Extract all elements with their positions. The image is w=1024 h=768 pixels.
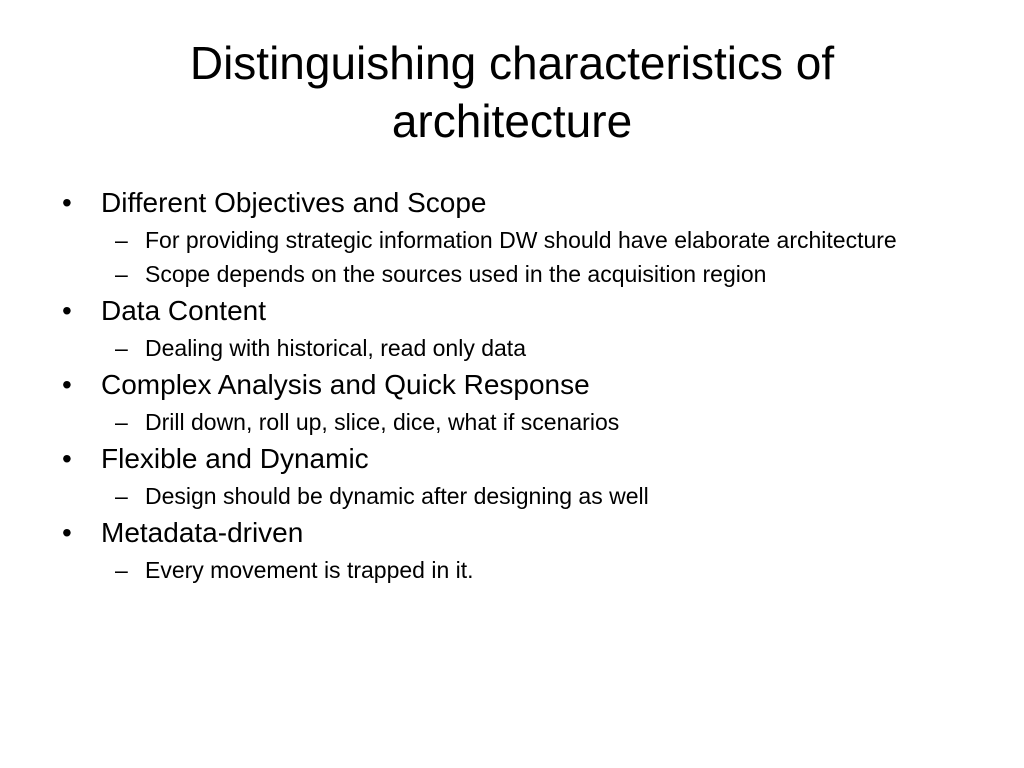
bullet-item (62, 516, 962, 550)
sub-bullet-item (62, 260, 962, 288)
sub-bullet-item (62, 334, 962, 362)
bullet-item (62, 442, 962, 476)
bullet-text: Data Content (101, 295, 266, 326)
sub-bullet-marker: – (115, 227, 128, 253)
bullet-text: Metadata-driven (101, 517, 304, 548)
slide-title: Distinguishing characteristics of architecture (189, 37, 835, 147)
sub-bullet-marker: – (115, 409, 128, 435)
bullet-marker: • (62, 187, 72, 218)
bullet-list (62, 180, 962, 584)
bullet-text: Complex Analysis and Quick Response (101, 369, 590, 400)
bullet-item (62, 368, 962, 402)
sub-bullet-marker: – (115, 557, 128, 583)
bullet-marker: • (62, 295, 72, 326)
bullet-text: Flexible and Dynamic (101, 443, 369, 474)
sub-bullet-text: Drill down, roll up, slice, dice, what if scenarios (145, 409, 620, 435)
bullet-marker: • (62, 517, 72, 548)
sub-bullet-item (62, 556, 962, 584)
sub-bullet-marker: – (115, 335, 128, 361)
sub-bullet-text: Every movement is trapped in it. (145, 557, 474, 583)
bullet-text: Different Objectives and Scope (101, 187, 487, 218)
sub-bullet-text: Scope depends on the sources used in the acquisition region (145, 261, 767, 287)
sub-bullet-text: For providing strategic information DW should have elaborate architecture (145, 227, 897, 253)
sub-bullet-marker: – (115, 483, 128, 509)
sub-bullet-text: Dealing with historical, read only data (145, 335, 526, 361)
sub-bullet-item (62, 226, 962, 254)
bullet-item (62, 294, 962, 328)
bullet-marker: • (62, 369, 72, 400)
sub-bullet-marker: – (115, 261, 128, 287)
bullet-marker: • (62, 443, 72, 474)
sub-bullet-item (62, 408, 962, 436)
sub-bullet-item (62, 482, 962, 510)
bullet-item (62, 186, 962, 220)
sub-bullet-text: Design should be dynamic after designing as well (145, 483, 649, 509)
